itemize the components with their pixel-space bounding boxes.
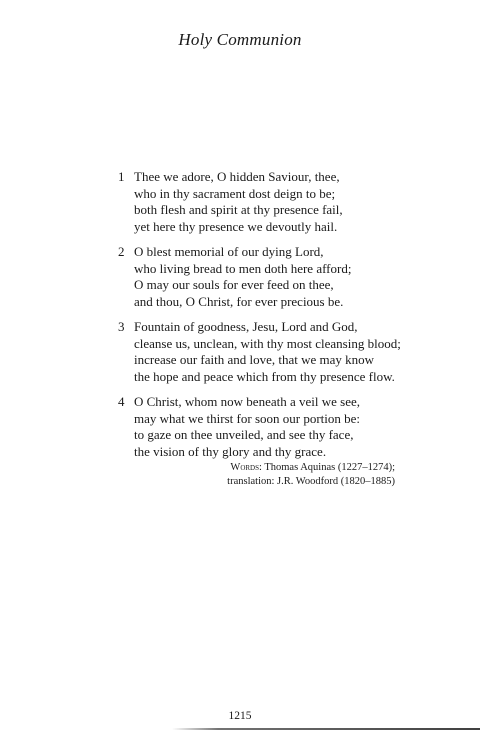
verse-line: who living bread to men doth here afford;: [134, 260, 352, 276]
verse-line: increase our faith and love, that we may know: [134, 352, 375, 367]
verse-line: Fountain of goodness, Jesu, Lord and God,: [134, 319, 358, 334]
verse-line: and thou, O Christ, for ever precious be.: [134, 293, 344, 309]
verse-lines: [134, 394, 458, 460]
verse-2: [118, 244, 458, 310]
verse-line: both flesh and spirit at thy presence fail,: [134, 202, 343, 217]
page-title: Holy Communion: [178, 30, 302, 49]
verse-lines: [134, 244, 458, 310]
verse-line: the vision of thy glory and thy grace.: [134, 443, 327, 459]
verse-line: cleanse us, unclean, with thy most cleansing blood;: [134, 335, 401, 351]
verse-1: [118, 169, 458, 235]
verse-line: to gaze on thee unveiled, and see thy face,: [134, 427, 354, 442]
verse-3: [118, 319, 458, 385]
verse-number: 3: [118, 319, 125, 334]
page-number: 1215: [228, 710, 252, 722]
verse-lines: [134, 169, 458, 235]
verse-line: O blest memorial of our dying Lord,: [134, 244, 324, 259]
verse-number: 4: [118, 394, 125, 409]
verse-number: 1: [118, 169, 125, 184]
verse-4: [118, 394, 458, 460]
verse-number: 2: [118, 244, 125, 259]
verse-line: O may our souls for ever feed on thee,: [134, 277, 334, 292]
words-label: Words:: [230, 462, 262, 473]
page-edge-rule: [172, 728, 480, 730]
verse-line: may what we thirst for soon our portion be:: [134, 410, 361, 426]
words-author: Thomas Aquinas (1227–1274);: [264, 462, 395, 473]
verse-line: yet here thy presence we devoutly hail.: [134, 218, 338, 234]
words-credit: [227, 461, 395, 475]
hymn-credits: [227, 461, 395, 489]
verse-line: Thee we adore, O hidden Saviour, thee,: [134, 169, 340, 184]
verse-line: who in thy sacrament dost deign to be;: [134, 185, 336, 201]
verse-lines: [134, 319, 458, 385]
hymn-verses: [118, 169, 458, 469]
translation-credit: translation: J.R. Woodford (1820–1885): [227, 476, 395, 487]
verse-line: O Christ, whom now beneath a veil we see,: [134, 394, 361, 409]
verse-line: the hope and peace which from thy presence flow.: [134, 368, 395, 384]
